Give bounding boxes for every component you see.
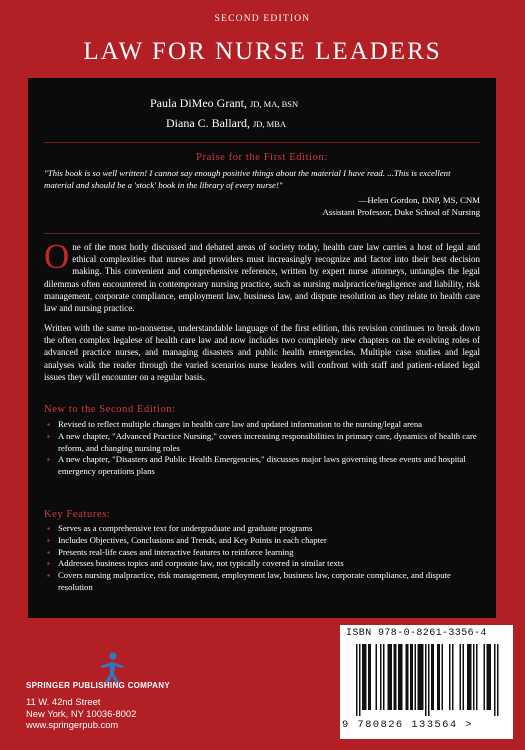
- author-2-name: Diana C. Ballard,: [166, 116, 250, 130]
- barcode-bar: [364, 644, 366, 710]
- publisher-name: SPRINGER PUBLISHING COMPANY: [26, 681, 170, 690]
- barcode-bar: [439, 644, 441, 710]
- praise-heading: Praise for the First Edition:: [196, 152, 328, 163]
- barcode-bar: [494, 644, 496, 716]
- description-paragraph-1: [44, 237, 480, 314]
- address-line-2: New York, NY 10036-8002: [26, 707, 137, 719]
- author-1: [150, 94, 440, 114]
- barcode-bar: [407, 644, 409, 710]
- barcode: [346, 644, 507, 716]
- praise-attribution: [44, 195, 480, 219]
- barcode-bar: [442, 644, 444, 710]
- paragraph-1-text: ne of the most hotly discussed and debated areas of society today, health care law carries a host of legal and ethical complexities that nurses and providers must increasingly recognize and factor into their best decision making. This convenient and comprehensive reference, written by expert nurse attorneys, untangles the legal dilemmas often encountered in contemporary nursing practice, such as nursing malpractice/negligence and liability, risk management, corporate compliance, employment law, business law, and dispute resolution as they relate to health care law and nursing practice.: [44, 242, 480, 314]
- barcode-bar: [437, 644, 439, 710]
- barcode-bar: [383, 644, 385, 710]
- barcode-bar: [463, 644, 465, 710]
- isbn-number: ISBN 978-0-8261-3356-4: [346, 628, 487, 639]
- description-paragraph-2: Written with the same no-nonsense, understandable language of the first edition, this revision continues to break down the often complex legalese of health care law and now includes two completely new chapters on the evolving roles of advanced practice nurses, and managing disasters and public health emergencies. Multiple case studies and legal analyses walk the reader through the varied scenarios nurse leaders will confront with staff and patient-related legal issues they will encounter on a regular basis.: [44, 323, 480, 382]
- barcode-bar: [410, 644, 412, 710]
- author-2: [150, 114, 440, 134]
- list-item: ▪ A new chapter, "Disasters and Public Health Emergencies," discusses major laws governing these events and hospital emergency operations plans: [44, 454, 480, 478]
- barcode-bar: [473, 644, 475, 710]
- barcode-bar: [412, 644, 414, 710]
- barcode-bar: [418, 644, 420, 710]
- key-features-heading: Key Features:: [44, 509, 111, 520]
- barcode-bar: [469, 644, 471, 710]
- barcode-bar: [370, 644, 372, 710]
- divider-top: [44, 142, 480, 143]
- author-1-name: Paula DiMeo Grant,: [150, 96, 247, 110]
- attribution-title: Assistant Professor, Duke School of Nursing: [322, 206, 480, 217]
- barcode-bar: [406, 644, 408, 710]
- barcode-bar: [368, 644, 370, 710]
- barcode-bar: [359, 644, 361, 716]
- barcode-digits: 9 780826 133564 >: [342, 719, 473, 731]
- barcode-box: [340, 625, 513, 739]
- book-title: LAW FOR NURSE LEADERS: [83, 38, 442, 65]
- address-line-1: 11 W. 42nd Street: [26, 696, 101, 707]
- publisher-website: www.springerpub.com: [26, 719, 119, 730]
- barcode-bar: [467, 644, 469, 710]
- barcode-bar: [362, 644, 364, 710]
- praise-quote: "This book is so well written! I cannot say enough positive things about the material I have read. ...This is excellent material and should be a 'stock' book in the library of every nurse!": [44, 168, 451, 190]
- publisher-address: [26, 696, 136, 731]
- list-item: ▪ Serves as a comprehensive text for undergraduate and graduate programs: [44, 523, 480, 535]
- edition-label: SECOND EDITION: [214, 14, 311, 24]
- barcode-bar: [470, 644, 472, 710]
- barcode-bar: [401, 644, 403, 710]
- barcode-bar: [431, 644, 433, 710]
- barcode-bar: [497, 644, 499, 716]
- barcode-bar: [487, 644, 489, 710]
- barcode-bar: [400, 644, 402, 710]
- divider-middle: [44, 233, 480, 234]
- barcode-bar: [460, 644, 462, 710]
- list-item: ▪ Presents real-life cases and interactive features to reinforce learning: [44, 547, 480, 559]
- list-item: ▪ A new chapter, "Advanced Practice Nursing," covers increasing responsibilities in primary care, dynamics of health care reform, and changing nursing roles: [44, 431, 480, 455]
- attribution-name: —Helen Gordon, DNP, MS, CNM: [358, 195, 480, 205]
- barcode-bar: [391, 644, 393, 710]
- barcode-bar: [452, 644, 454, 710]
- barcode-bar: [419, 644, 421, 710]
- new-edition-list: [44, 419, 480, 478]
- barcode-bar: [415, 644, 417, 710]
- barcode-bar: [433, 644, 435, 710]
- new-edition-heading: New to the Second Edition:: [44, 404, 176, 415]
- author-1-credentials: JD, MA, BSN: [249, 99, 299, 109]
- barcode-bar: [476, 644, 478, 710]
- barcode-bar: [425, 644, 427, 716]
- barcode-bar: [421, 644, 423, 710]
- list-item: ▪ Addresses business topics and corporate law, not typically covered in similar texts: [44, 558, 480, 570]
- drop-cap: O: [44, 237, 70, 276]
- barcode-bar: [490, 644, 492, 710]
- barcode-bar: [365, 644, 367, 710]
- barcode-bar: [376, 644, 378, 710]
- barcode-bar: [398, 644, 400, 710]
- barcode-bar: [394, 644, 396, 710]
- author-block: [150, 94, 440, 134]
- barcode-bar: [484, 644, 486, 710]
- barcode-bar: [356, 644, 358, 716]
- barcode-bar: [422, 644, 424, 710]
- key-features-list: [44, 523, 480, 594]
- barcode-bar: [395, 644, 397, 710]
- barcode-bar: [389, 644, 391, 710]
- barcode-bar: [428, 644, 430, 716]
- list-item: ▪ Covers nursing malpractice, risk management, employment law, business law, corporate compliance, and dispute resolution: [44, 570, 480, 594]
- author-2-credentials: JD, MBA: [252, 119, 287, 129]
- barcode-bar: [449, 644, 451, 710]
- list-item: ▪ Includes Objectives, Conclusions and Trends, and Key Points in each chapter: [44, 535, 480, 547]
- barcode-bar: [388, 644, 390, 710]
- barcode-bar: [380, 644, 382, 710]
- barcode-bar: [488, 644, 490, 710]
- list-item: ▪ Revised to reflect multiple changes in health care law and updated information to the nursing/legal arena: [44, 419, 480, 431]
